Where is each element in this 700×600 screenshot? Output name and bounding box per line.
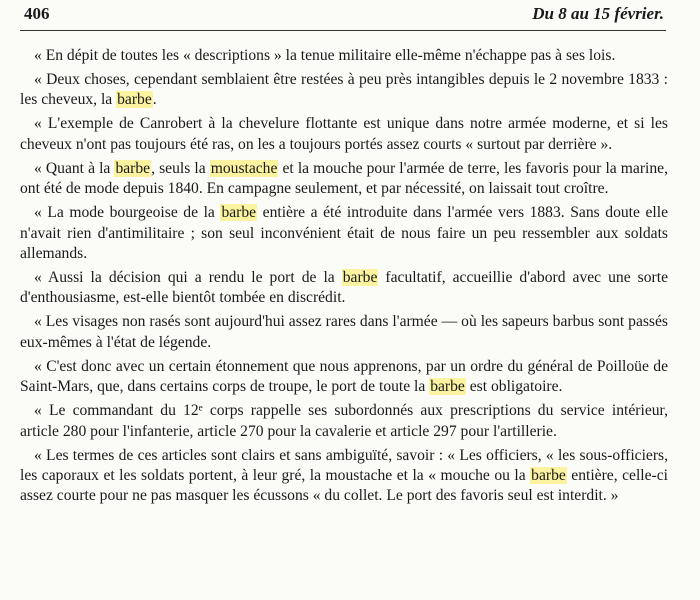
article-body <box>20 46 668 510</box>
highlighted-term: barbe <box>342 269 378 287</box>
highlighted-term: barbe <box>221 204 257 222</box>
paragraph <box>20 46 668 66</box>
paragraph-text: . <box>152 91 157 109</box>
paragraph-text: « Deux choses, cependant semblaient être restées à peu près intangibles depuis le 2 novembre 1833 : les cheveux, la <box>20 71 668 109</box>
paragraph <box>20 312 668 353</box>
paragraph-text: « Quant à la <box>34 159 115 177</box>
paragraph-text: et la mouche pour l'armée de terre, les favoris pour la marine, ont été de mode depuis 1840. En campagne seulement, et par nécessité, on laissait tout croître. <box>20 159 668 198</box>
paragraph-text: « C'est donc avec un certain étonnement que nous apprenons, par un ordre du général de Poilloüe de Saint-Mars, que, dans certains corps de troupe, le port de toute la <box>20 357 668 396</box>
paragraph-text: , seuls la <box>151 159 210 177</box>
paragraph <box>20 159 668 200</box>
paragraph-text: « En dépit de toutes les « descriptions » la tenue militaire elle-même n'échappe pas à ses lois. <box>34 47 616 64</box>
paragraph-text: « L'exemple de Canrobert à la chevelure flottante est unique dans notre armée moderne, et si les cheveux n'ont pas toujours été ras, on les a toujours portés assez courts « surtout par derrière ». <box>20 115 668 153</box>
paragraph-text: « Le commandant du 12ᵉ corps rappelle ses subordonnés aux prescriptions du service intérieur, article 280 pour l'infanterie, article 270 pour la cavalerie et article 297 pour l'artillerie. <box>20 402 668 440</box>
highlighted-term: barbe <box>430 378 465 396</box>
paragraph-text: « La mode bourgeoise de la <box>34 204 221 222</box>
header-rule <box>20 30 666 31</box>
paragraph-text: « Les termes de ces articles sont clairs et sans ambiguïté, savoir : « Les officiers, « les sous-officiers, les caporaux et les soldats portent, à leur gré, la moustache et la « mouche ou la <box>20 446 668 485</box>
paragraph-text: « Aussi la décision qui a rendu le port de la <box>34 269 342 287</box>
paragraph <box>20 268 668 309</box>
paragraph-text: entière a été introduite dans l'armée vers 1883. Sans doute elle n'avait rien d'antimilitaire ; son seul inconvénient était de nous faire un peu ressembler aux soldats allemands. <box>20 204 668 263</box>
paragraph <box>20 357 668 398</box>
paragraph-text: facultatif, accueillie d'abord avec une sorte d'enthousiasme, est-elle bientôt tombée en discrédit. <box>20 269 668 307</box>
paragraph-text: « Les visages non rasés sont aujourd'hui assez rares dans l'armée — où les sapeurs barbus sont passés eux-mêmes à l'état de légende. <box>20 313 668 351</box>
paragraph <box>20 203 668 264</box>
highlighted-term: barbe <box>115 159 151 177</box>
paragraph-text: entière, celle-ci assez courte pour ne pas masquer les écussons « du collet. Le port des favoris seul est interdit. » <box>20 467 668 505</box>
paragraph <box>20 70 668 111</box>
highlighted-term: barbe <box>531 467 566 485</box>
page-number: 406 <box>24 4 50 23</box>
paragraph <box>20 114 668 155</box>
highlighted-term: moustache <box>210 159 278 177</box>
page-header <box>24 2 664 28</box>
paragraph-text: est obligatoire. <box>465 378 563 396</box>
highlighted-term: barbe <box>117 91 152 109</box>
running-head: Du 8 au 15 février. <box>532 4 664 23</box>
paragraph <box>20 446 668 507</box>
paragraph <box>20 401 668 442</box>
